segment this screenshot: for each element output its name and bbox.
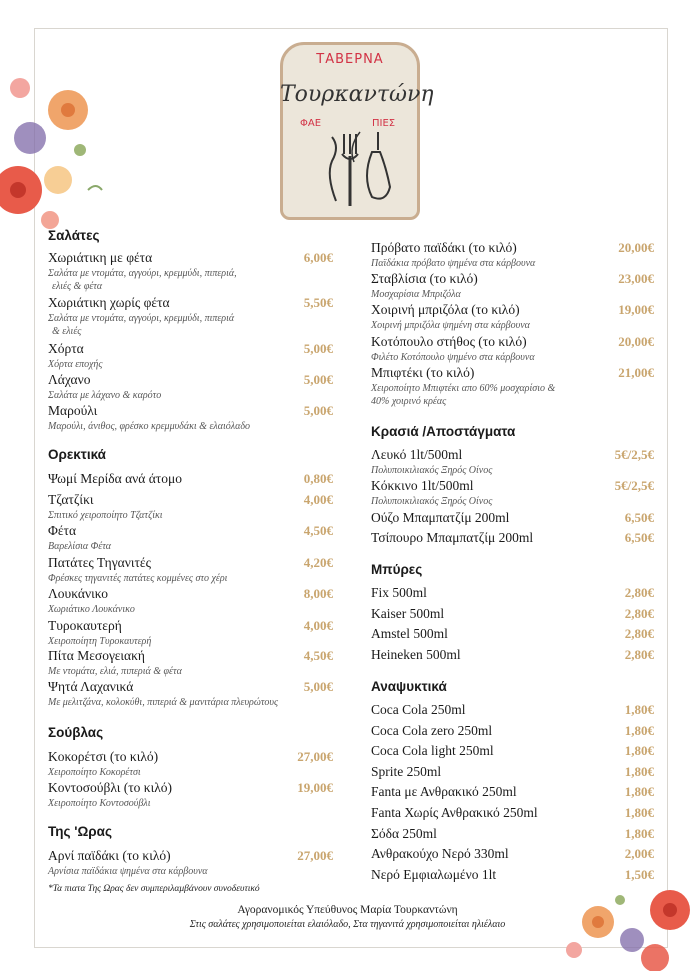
cutlery-icon (280, 42, 434, 220)
item-price: 1,80€ (624, 743, 654, 758)
section-title-souvlas: Σούβλας (48, 725, 104, 740)
item-name: Φέτα (48, 523, 77, 538)
item-desc: Σαλάτα με ντομάτα, αγγούρι, κρεμμύδι, πιπεριά, (48, 268, 237, 279)
item-name: Coca Cola light 250ml (371, 743, 494, 758)
item-price: 2,80€ (624, 606, 654, 621)
item-price: 20,00€ (618, 240, 654, 255)
item-desc: Φρέσκες τηγανιτές πατάτες κομμένες στο χέρι (48, 573, 228, 584)
logo-restaurant-name: Τουρκαντώνη (280, 82, 434, 107)
section-title-beers: Μπύρες (371, 562, 423, 577)
item-name: Τυροκαυτερή (48, 618, 122, 633)
item-name: Χόρτα (48, 341, 84, 356)
item-price: 27,00€ (297, 749, 333, 764)
item-price: 1,80€ (624, 784, 654, 799)
item-price: 6,00€ (303, 250, 333, 265)
item-name: Νερό Εμφιαλωμένο 1lt (371, 867, 497, 882)
item-desc: Αρνίσια παϊδάκια ψημένα στα κάρβουνα (48, 866, 208, 877)
section-title-softdrinks: Αναψυκτικά (371, 679, 447, 694)
item-name: Kaiser 500ml (371, 606, 445, 621)
item-desc: Φιλέτο Κοτόπουλο ψημένο στα κάρβουνα (371, 352, 535, 363)
item-desc: Χόρτα εποχής (48, 359, 103, 370)
item-name: Πατάτες Τηγανιτές (48, 555, 151, 570)
item-name: Ούζο Μπαμπατζίμ 200ml (371, 510, 510, 525)
item-price: 27,00€ (297, 848, 333, 863)
item-desc: Χειροποίητο Μπιφτέκι απο 60% μοσχαρίσιο & (371, 383, 556, 394)
item-desc: Σαλάτα με ντομάτα, αγγούρι, κρεμμύδι, πιπεριά (48, 313, 235, 324)
item-name: Κοκορέτσι (το κιλό) (48, 749, 159, 764)
item-desc-cont: 40% χοιρινό κρέας (371, 396, 447, 407)
item-name: Heineken 500ml (371, 647, 461, 662)
item-name: Τζατζίκι (48, 492, 94, 507)
item-desc: Πολυποικιλιακός Ξηρός Οίνος (371, 496, 493, 507)
restaurant-logo (280, 42, 434, 220)
item-price: 1,80€ (624, 764, 654, 779)
item-name: Amstel 500ml (371, 626, 448, 641)
item-desc: Χειροποίητη Τυροκαυτερή (48, 636, 152, 647)
item-name: Κοτόπουλο στήθος (το κιλό) (371, 334, 527, 349)
item-name: Fix 500ml (371, 585, 427, 600)
item-name: Ανθρακούχο Νερό 330ml (371, 846, 509, 861)
item-desc: Πολυποικιλιακός Ξηρός Οίνος (371, 465, 493, 476)
item-price: 20,00€ (618, 334, 654, 349)
item-desc: Μαρούλι, άνιθος, φρέσκο κρεμμυδάκι & ελαιόλαδο (48, 421, 250, 432)
item-name: Χωριάτικη με φέτα (48, 250, 153, 265)
item-name: Coca Cola zero 250ml (371, 723, 493, 738)
item-price: 1,50€ (624, 867, 654, 882)
item-name: Ψητά Λαχανικά (48, 679, 134, 694)
item-name: Λευκό 1lt/500ml (371, 447, 463, 462)
item-name: Πρόβατο παϊδάκι (το κιλό) (371, 240, 517, 255)
item-price: 23,00€ (618, 271, 654, 286)
item-name: Ψωμί Μερίδα ανά άτομο (48, 471, 182, 486)
item-price: 5,00€ (303, 341, 333, 356)
item-name: Χοιρινή μπριζόλα (το κιλό) (371, 302, 520, 317)
section-title-ofthehour: Της 'Ωρας (48, 824, 112, 839)
item-desc-cont: & ελιές (52, 326, 82, 337)
item-desc: Μοσχαρίσια Μπριζόλα (371, 289, 461, 300)
logo-drink-word: ΠΙΕΣ (372, 118, 396, 129)
item-price: 5,00€ (303, 679, 333, 694)
item-name: Λουκάνικο (48, 586, 108, 601)
item-price: 4,50€ (303, 648, 333, 663)
item-desc: Βαρελίσια Φέτα (48, 541, 112, 552)
item-desc: Χειροποίητο Κοκορέτσι (48, 767, 141, 778)
section-title-wines: Κρασιά /Αποστάγματα (371, 424, 516, 439)
item-price: 2,80€ (624, 647, 654, 662)
item-price: 0,80€ (303, 471, 333, 486)
item-name: Fanta Χωρίς Ανθρακικό 250ml (371, 805, 538, 820)
logo-eat-word: ΦΑΕ (300, 118, 322, 129)
item-name: Σόδα 250ml (371, 826, 437, 841)
item-price: 5,50€ (303, 295, 333, 310)
item-name: Κοντοσούβλι (το κιλό) (48, 780, 173, 795)
item-name: Τσίπουρο Μπαμπατζίμ 200ml (371, 530, 534, 545)
ofthehour-footnote: *Τα πιατα Της Ωρας δεν συμπεριλαμβάνουν συνοδευτικό (48, 884, 260, 894)
item-desc: Σαλάτα με λάχανο & καρότο (48, 390, 162, 401)
item-price: 5,00€ (303, 372, 333, 387)
item-price: 4,50€ (303, 523, 333, 538)
item-price: 1,80€ (624, 723, 654, 738)
item-desc: Παϊδάκια πρόβατο ψημένα στα κάρβουνα (371, 258, 536, 269)
item-price: 2,80€ (624, 626, 654, 641)
item-price: 5€/2,5€ (614, 447, 654, 462)
item-desc: Χωριάτικο Λουκάνικο (48, 604, 135, 615)
footer-oil-note: Στις σαλάτες χρησιμοποιείται ελαιόλαδο, Στα τηγανιτά χρησιμοποιείται ηλιέλαιο (189, 919, 506, 930)
item-price: 4,20€ (303, 555, 333, 570)
item-price: 4,00€ (303, 618, 333, 633)
item-name: Sprite 250ml (371, 764, 442, 779)
item-price: 1,80€ (624, 805, 654, 820)
item-price: 21,00€ (618, 365, 654, 380)
item-price: 6,50€ (624, 510, 654, 525)
item-desc-cont: ελιές & φέτα (52, 281, 103, 292)
item-desc: Χειροποίητο Κοντοσούβλι (48, 798, 151, 809)
item-price: 5€/2,5€ (614, 478, 654, 493)
item-price: 19,00€ (297, 780, 333, 795)
flowers-decoration-icon (0, 70, 110, 240)
item-name: Μπιφτέκι (το κιλό) (371, 365, 475, 380)
footer-responsible: Αγορανομικός Υπεύθυνος Μαρία Τουρκαντώνη (237, 904, 458, 916)
logo-tavern-label: ΤΑΒΕΡΝΑ (316, 52, 384, 67)
item-name: Coca Cola 250ml (371, 702, 466, 717)
item-price: 5,00€ (303, 403, 333, 418)
item-price: 6,50€ (624, 530, 654, 545)
item-name: Λάχανο (48, 372, 91, 387)
item-price: 2,80€ (624, 585, 654, 600)
item-price: 1,80€ (624, 826, 654, 841)
item-desc: Με ντομάτα, ελιά, πιπεριά & φέτα (48, 666, 182, 677)
item-price: 1,80€ (624, 702, 654, 717)
item-name: Αρνί παϊδάκι (το κιλό) (48, 848, 171, 863)
item-price: 19,00€ (618, 302, 654, 317)
item-desc: Με μελιτζάνα, κολοκύθι, πιπεριά & μανιτάρια πλευρώτους (48, 697, 279, 708)
item-price: 2,00€ (624, 846, 654, 861)
item-name: Fanta με Ανθρακικό 250ml (371, 784, 517, 799)
item-price: 8,00€ (303, 586, 333, 601)
section-title-salads: Σαλάτες (48, 228, 100, 243)
item-name: Μαρούλι (48, 403, 98, 418)
section-title-starters: Ορεκτικά (48, 447, 106, 462)
item-price: 4,00€ (303, 492, 333, 507)
item-desc: Χοιρινή μπριζόλα ψημένη στα κάρβουνα (371, 320, 530, 331)
item-name: Πίτα Μεσογειακή (48, 648, 145, 663)
item-name: Σταβλίσια (το κιλό) (371, 271, 478, 286)
item-name: Χωριάτικη χωρίς φέτα (48, 295, 170, 310)
item-name: Κόκκινο 1lt/500ml (371, 478, 474, 493)
item-desc: Σπιτικό χειροποίητο Τζατζίκι (48, 510, 163, 521)
